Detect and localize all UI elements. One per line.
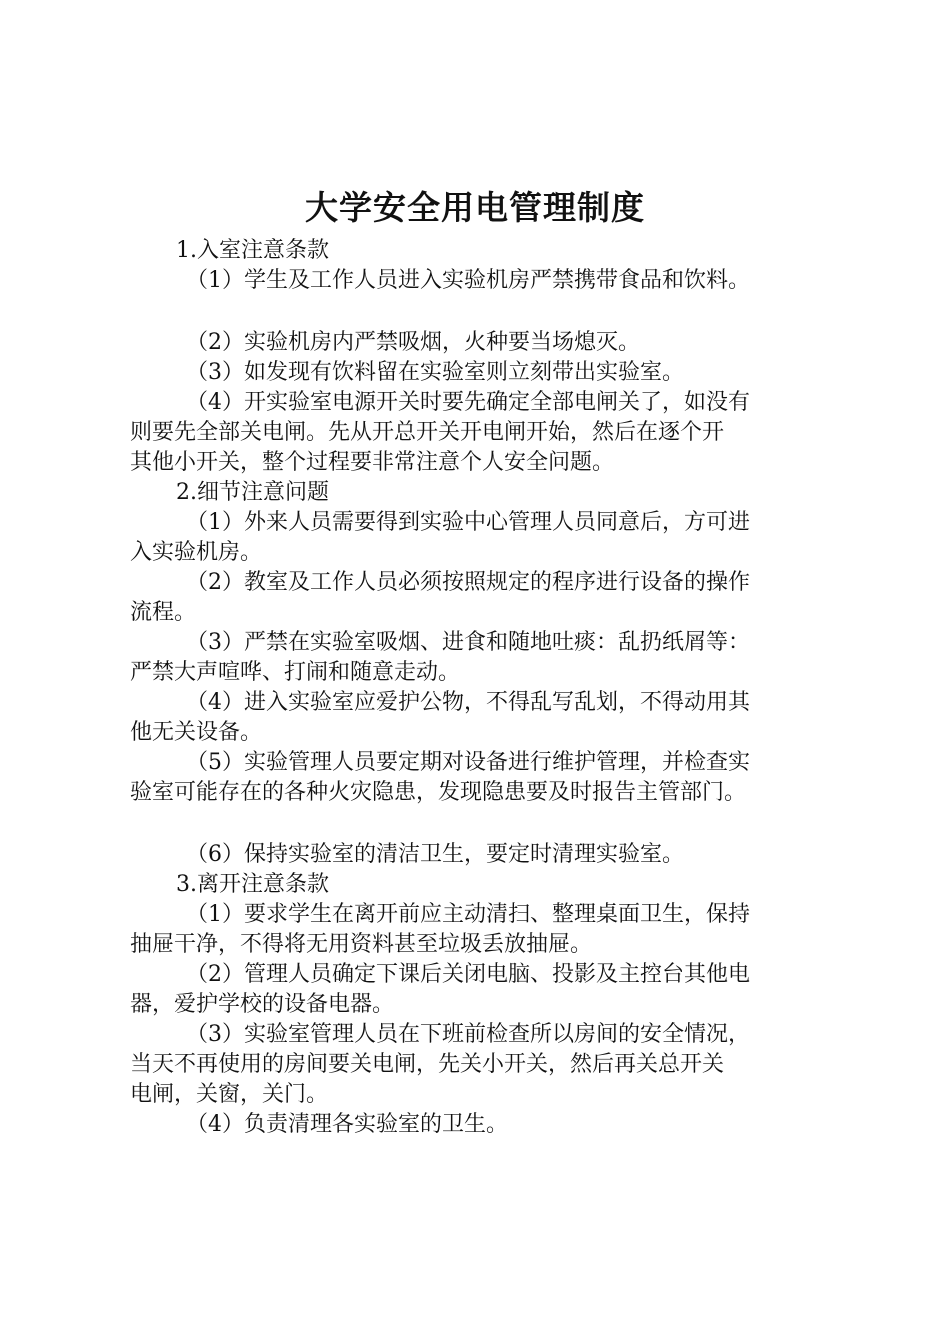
- paragraph-line: 其他小开关，整个过程要非常注意个人安全问题。: [130, 450, 615, 475]
- paragraph-line: （1）外来人员需要得到实验中心管理人员同意后，方可进: [186, 510, 750, 535]
- paragraph-line: 器，爱护学校的设备电器。: [130, 992, 395, 1017]
- paragraph-line: 验室可能存在的各种火灾隐患，发现隐患要及时报告主管部门。: [130, 780, 747, 805]
- section-heading-3: 3.离开注意条款: [176, 872, 329, 897]
- paragraph-line: （2）管理人员确定下课后关闭电脑、投影及主控台其他电: [186, 962, 750, 987]
- document-title: 大学安全用电管理制度: [305, 188, 645, 227]
- paragraph-line: （4）负责清理各实验室的卫生。: [186, 1112, 508, 1137]
- section-heading-2: 2.细节注意问题: [176, 480, 329, 505]
- paragraph-line: （4）进入实验室应爱护公物，不得乱写乱划，不得动用其: [186, 690, 750, 715]
- paragraph-line: （3）严禁在实验室吸烟、进食和随地吐痰：乱扔纸屑等：: [186, 630, 750, 655]
- paragraph-line: 当天不再使用的房间要关电闸，先关小开关，然后再关总开关: [130, 1052, 725, 1077]
- paragraph-line: （4）开实验室电源开关时要先确定全部电闸关了，如没有: [186, 390, 750, 415]
- document-body: [130, 236, 835, 1140]
- paragraph-line: （6）保持实验室的清洁卫生，要定时清理实验室。: [186, 842, 684, 867]
- paragraph-line: （2）实验机房内严禁吸烟，火种要当场熄灭。: [186, 330, 640, 355]
- paragraph-line: 流程。: [130, 600, 197, 625]
- paragraph-line: （3）如发现有饮料留在实验室则立刻带出实验室。: [186, 360, 684, 385]
- paragraph-line: （5）实验管理人员要定期对设备进行维护管理，并检查实: [186, 750, 750, 775]
- paragraph-line: （1）要求学生在离开前应主动清扫、整理桌面卫生，保持: [186, 902, 750, 927]
- paragraph-line: 入实验机房。: [130, 540, 263, 565]
- paragraph-line: 严禁大声喧哗、打闹和随意走动。: [130, 660, 461, 685]
- paragraph-line: 抽屉干净，不得将无用资料甚至垃圾丢放抽屉。: [130, 932, 593, 957]
- paragraph-line: 电闸，关窗，关门。: [130, 1082, 329, 1107]
- paragraph-line: （3）实验室管理人员在下班前检查所以房间的安全情况，: [186, 1022, 750, 1047]
- paragraph-line: 他无关设备。: [130, 720, 263, 745]
- paragraph-line: （1）学生及工作人员进入实验机房严禁携带食品和饮料。: [186, 268, 750, 293]
- paragraph-line: （2）教室及工作人员必须按照规定的程序进行设备的操作: [186, 570, 750, 595]
- paragraph-line: 则要先全部关电闸。先从开总开关开电闸开始，然后在逐个开: [130, 420, 725, 445]
- section-heading-1: 1.入室注意条款: [176, 238, 329, 263]
